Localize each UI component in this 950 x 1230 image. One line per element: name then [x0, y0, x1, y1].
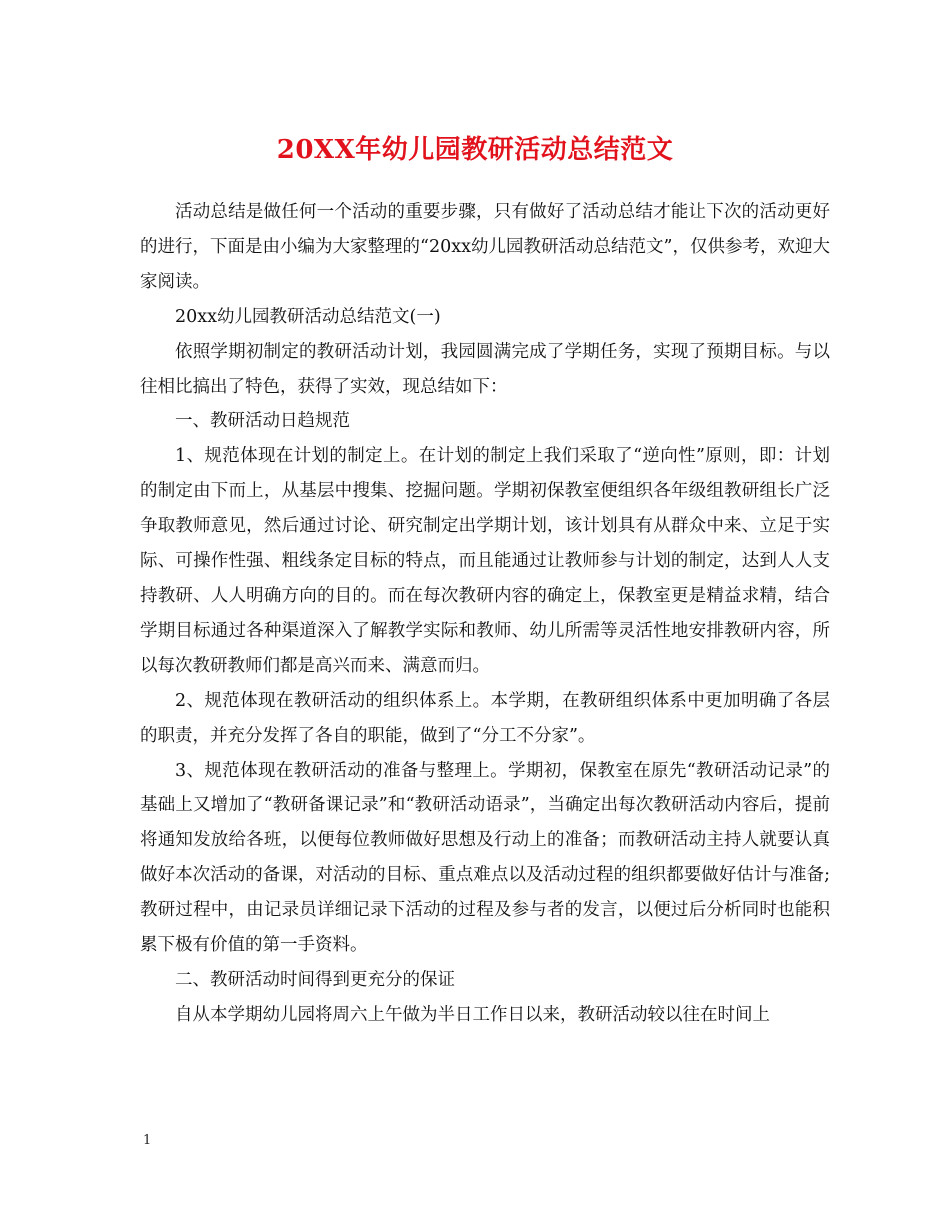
body-paragraph: 依照学期初制定的教研活动计划，我园圆满完成了学期任务，实现了预期目标。与以往相比搞出了特色，获得了实效，现总结如下：	[140, 341, 830, 397]
document-body	[140, 195, 830, 1033]
document-title: 20XX年幼儿园教研活动总结范文	[276, 135, 674, 165]
body-paragraph: 1、规范体现在计划的制定上。在计划的制定上我们采取了“逆向性”原则，即：计划的制定由下而上，从基层中搜集、挖掘问题。学期初保教室便组织各年级组教研组长广泛争取教师意见，然后通过讨论、研究制定出学期计划，该计划具有从群众中来、立足于实际、可操作性强、粗线条定目标的特点，而且能通过让教师参与计划的制定，达到人人支持教研、人人明确方向的目的。而在每次教研内容的确定上，保教室更是精益求精，结合学期目标通过各种渠道深入了解教学实际和教师、幼儿所需等灵活性地安排教研内容，所以每次教研教师们都是高兴而来、满意而归。	[140, 446, 830, 676]
section-heading: 一、教研活动日趋规范	[175, 411, 350, 432]
body-paragraph: 3、规范体现在教研活动的准备与整理上。学期初，保教室在原先“教研活动记录”的基础上又增加了“教研备课记录”和“教研活动语录”，当确定出每次教研活动内容后，提前将通知发放给各班，以便每位教师做好思想及行动上的准备；而教研活动主持人就要认真做好本次活动的备课，对活动的目标、重点难点以及活动过程的组织都要做好估计与准备;教研过程中，由记录员详细记录下活动的过程及参与者的发言，以便过后分析同时也能积累下极有价值的第一手资料。	[140, 760, 830, 956]
body-paragraph: 2、规范体现在教研活动的组织体系上。本学期，在教研组织体系中更加明确了各层的职责，并充分发挥了各自的职能，做到了“分工不分家”。	[140, 690, 830, 746]
body-paragraph: 自从本学期幼儿园将周六上午做为半日工作日以来，教研活动较以往在时间上	[175, 1004, 770, 1025]
section-heading: 二、教研活动时间得到更充分的保证	[175, 969, 455, 990]
page-number: 1	[143, 1133, 152, 1148]
intro-paragraph: 活动总结是做任何一个活动的重要步骤，只有做好了活动总结才能让下次的活动更好的进行，下面是由小编为大家整理的“20xx幼儿园教研活动总结范文”，仅供参考，欢迎大家阅读。	[140, 202, 830, 292]
section-heading-part-one: 20xx幼儿园教研活动总结范文(一)	[175, 306, 441, 327]
